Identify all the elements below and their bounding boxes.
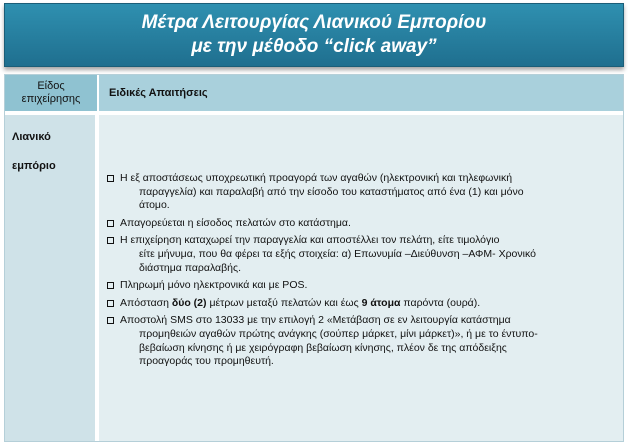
requirement-text: βεβαίωση κίνησης ή με χειρόγραφη βεβαίωση κίνησης, πλέον δε της απόδειξης [139, 341, 507, 354]
header-business-type-line-1: Είδος [37, 80, 65, 92]
requirement-item [107, 234, 613, 275]
requirement-text-part: Απόσταση [120, 296, 172, 309]
requirement-text-part: παρόντα (ουρά). [400, 296, 481, 309]
header-business-type [5, 75, 99, 111]
title-line-2: με την μέθοδο “click away” [191, 36, 437, 57]
requirement-item [107, 217, 613, 231]
title-line-1: Μέτρα Λειτουργίας Λιανικού Εμπορίου [141, 12, 487, 33]
requirement-text: άτομο. [139, 199, 170, 212]
checkbox-bullet-icon [107, 317, 114, 324]
requirement-text: Η επιχείρηση καταχωρεί την παραγγελία και αποστέλλει τον πελάτη, είτε τιμολόγιο [120, 234, 500, 247]
header-special-requirements: Ειδικές Απαιτήσεις [99, 75, 623, 111]
requirement-text [120, 297, 613, 311]
requirement-item [107, 172, 613, 213]
requirement-item [107, 314, 613, 368]
checkbox-bullet-icon [107, 300, 114, 307]
business-type-line-1: Λιανικό [12, 131, 51, 143]
requirement-text: παραγγελία) και παραλαβή από την είσοδο του καταστήματος από ένα (1) και μόνο [139, 185, 524, 198]
requirement-text: διάστημα παραλαβής. [139, 261, 241, 274]
requirement-text-part: μέτρων μεταξύ πελατών και έως [206, 296, 362, 309]
requirement-text: Απαγορεύεται η είσοδος πελατών στο κατάστημα. [120, 216, 351, 229]
requirement-text: Αποστολή SMS στο 13033 με την επιλογή 2 «Μετάβαση σε εν λειτουργία κατάστημα [120, 314, 511, 327]
distance-value: δύο (2) [171, 296, 207, 309]
max-people-value: 9 άτομα [361, 296, 401, 309]
checkbox-bullet-icon [107, 237, 114, 244]
requirement-item [107, 297, 613, 311]
checkbox-bullet-icon [107, 175, 114, 182]
requirement-text: Πληρωμή μόνο ηλεκτρονικά και με POS. [120, 279, 308, 292]
requirements-list [107, 172, 613, 373]
requirement-text: Η εξ αποστάσεως υποχρεωτική προαγορά των αγαθών (ηλεκτρονική και τηλεφωνική [120, 172, 513, 184]
title-banner [4, 3, 624, 67]
requirement-text: είτε μήνυμα, που θα φέρει τα εξής στοιχεία: α) Επωνυμία –Διεύθυνση –ΑΦΜ- Χρονικό [139, 247, 536, 260]
requirements-cell [99, 115, 623, 441]
business-type-line-2: εμπόριο [12, 160, 56, 172]
requirement-item [107, 279, 613, 293]
requirements-table [4, 74, 624, 442]
requirement-text: προαγοράς του προμηθευτή. [139, 355, 274, 368]
requirement-text: προμηθειών αγαθών πρώτης ανάγκης (σούπερ μάρκετ, μίνι μάρκετ)», ή με το έντυπο- [139, 327, 538, 340]
header-business-type-line-2: επιχείρησης [21, 93, 81, 105]
business-type-cell [5, 115, 97, 441]
checkbox-bullet-icon [107, 220, 114, 227]
checkbox-bullet-icon [107, 282, 114, 289]
